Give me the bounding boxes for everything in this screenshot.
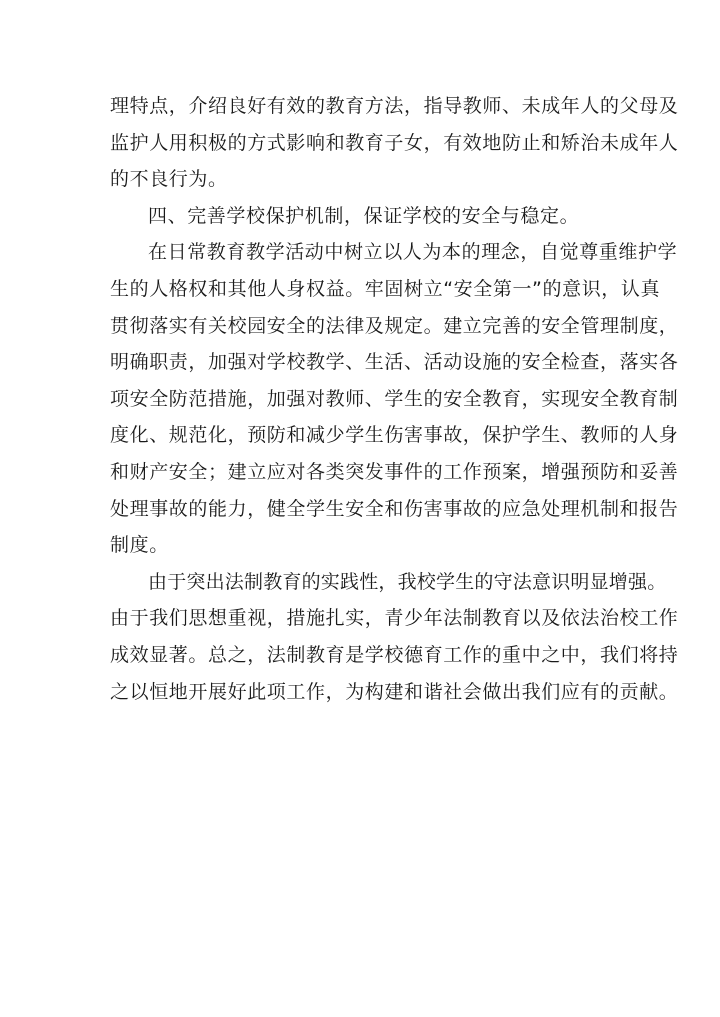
paragraph-line: 度化、规范化，预防和减少学生伤害事故，保护学生、教师的人身 — [110, 424, 679, 447]
paragraph-line: 监护人用积极的方式影响和教育子女，有效地防止和矫治未成年人 — [110, 131, 679, 154]
paragraph-line: 贯彻落实有关校园安全的法律及规定。建立完善的安全管理制度， — [110, 314, 679, 337]
paragraph-line: 处理事故的能力，健全学生安全和伤害事故的应急处理机制和报告 — [110, 497, 679, 520]
paragraph-line: 明确职责，加强对学校教学、生活、活动设施的安全检查，落实各 — [110, 351, 679, 374]
paragraph-line: 的不良行为。 — [110, 168, 228, 191]
paragraph-line: 之以恒地开展好此项工作，为构建和谐社会做出我们应有的贡献。 — [110, 680, 679, 703]
section-heading: 四、完善学校保护机制，保证学校的安全与稳定。 — [148, 204, 580, 227]
paragraph-line: 生的人格权和其他人身权益。牢固树立“安全第一”的意识，认真 — [110, 277, 661, 300]
paragraph-line: 和财产安全；建立应对各类突发事件的工作预案，增强预防和妥善 — [110, 460, 679, 483]
paragraph-line: 成效显著。总之，法制教育是学校德育工作的重中之中，我们将持 — [110, 643, 679, 666]
paragraph-line: 由于我们思想重视，措施扎实，青少年法制教育以及依法治校工作 — [110, 607, 679, 630]
paragraph-line: 理特点，介绍良好有效的教育方法，指导教师、未成年人的父母及 — [110, 95, 679, 117]
paragraph-line: 由于突出法制教育的实践性，我校学生的守法意识明显增强。 — [148, 570, 667, 593]
document-body — [110, 88, 679, 710]
paragraph-line: 在日常教育教学活动中树立以人为本的理念，自觉尊重维护学 — [148, 241, 678, 264]
paragraph-line: 项安全防范措施，加强对教师、学生的安全教育，实现安全教育制 — [110, 387, 679, 410]
paragraph-line: 制度。 — [110, 534, 169, 557]
